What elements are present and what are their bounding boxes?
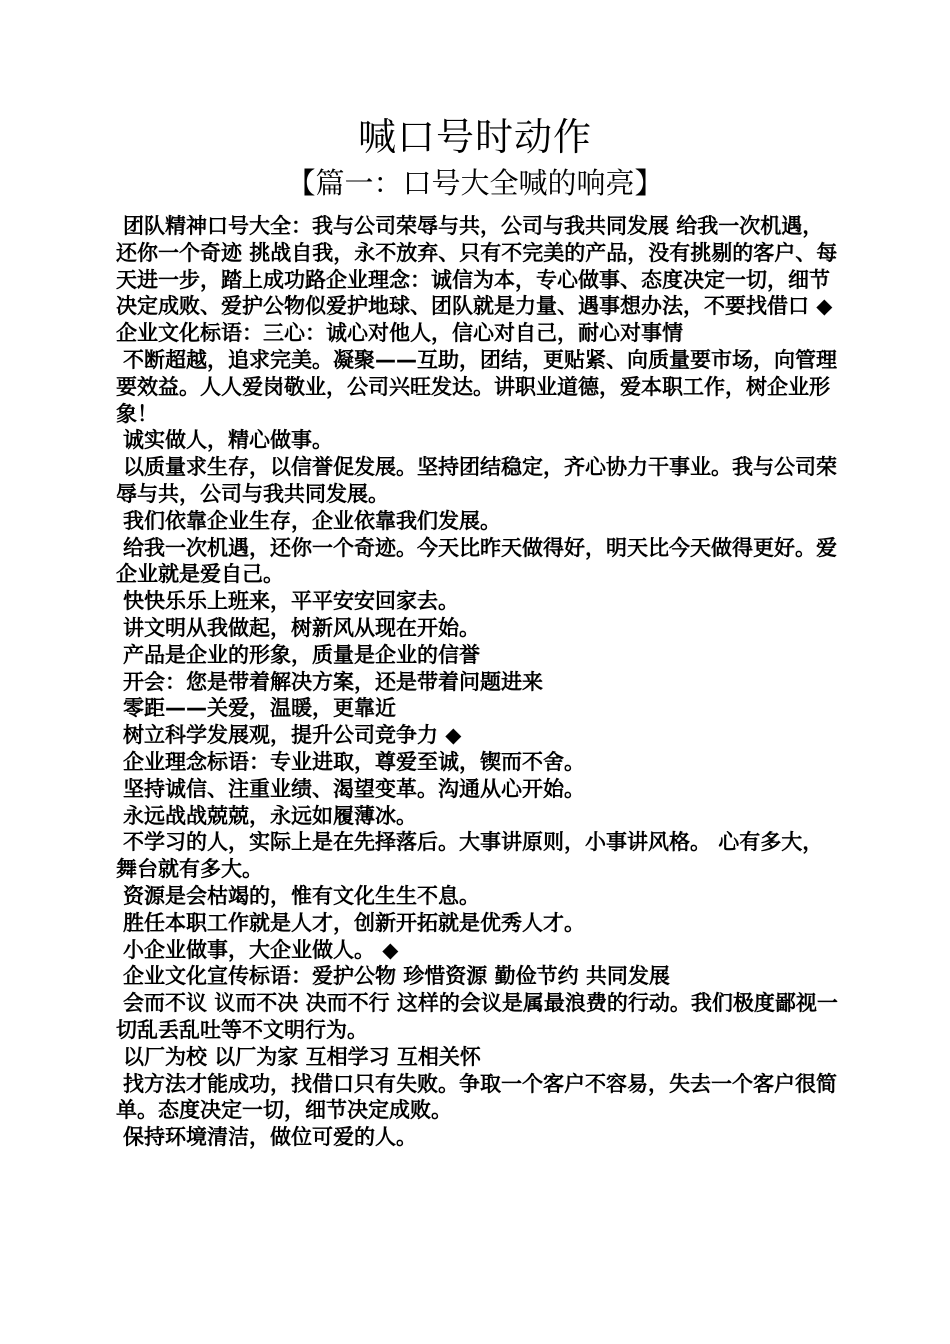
paragraph: 树立科学发展观，提升公司竞争力 ◆ xyxy=(123,723,462,748)
paragraph: 以质量求生存，以信誉促发展。坚持团结稳定，齐心协力干事业。我与公司荣辱与共，公司与我共同发展。 xyxy=(116,455,837,506)
document-body xyxy=(116,213,838,1151)
paragraph: 给我一次机遇，还你一个奇迹。今天比昨天做得好，明天比今天做得更好。爱企业就是爱自己。 xyxy=(116,535,837,587)
paragraph: 企业文化宣传标语：爱护公物 珍惜资源 勤俭节约 共同发展 xyxy=(123,964,670,989)
paragraph: 不学习的人，实际上是在先择落后。大事讲原则，小事讲风格。 心有多大，舞台就有多大。 xyxy=(116,830,824,882)
paragraph: 永远战战兢兢，永远如履薄冰。 xyxy=(123,803,417,828)
paragraph: 会而不议 议而不决 决而不行 这样的会议是属最浪费的行动。我们极度鄙视一切乱丢乱吐等不文明行为。 xyxy=(116,991,838,1042)
paragraph: 小企业做事，大企业做人。 ◆ xyxy=(123,937,399,962)
paragraph: 以厂为校 以厂为家 互相学习 互相关怀 xyxy=(123,1044,481,1069)
paragraph: 快快乐乐上班来，平平安安回家去。 xyxy=(123,589,459,614)
paragraph: 不断超越，追求完美。凝聚——互助，团结，更贴紧、向质量要市场，向管理要效益。人人爱岗敬业，公司兴旺发达。讲职业道德，爱本职工作，树企业形象！ xyxy=(116,347,837,426)
paragraph: 我们依靠企业生存，企业依靠我们发展。 xyxy=(123,508,501,533)
paragraph: 产品是企业的形象，质量是企业的信誉 xyxy=(123,642,480,667)
document-subtitle: 【篇一：口号大全喊的响亮】 xyxy=(286,166,664,200)
paragraph: 找方法才能成功，找借口只有失败。争取一个客户不容易，失去一个客户很简单。态度决定一切，细节决定成败。 xyxy=(116,1071,837,1123)
paragraph: 资源是会枯竭的，惟有文化生生不息。 xyxy=(123,883,480,908)
paragraph: 坚持诚信、注重业绩、渴望变革。沟通从心开始。 xyxy=(123,776,585,801)
paragraph: 开会：您是带着解决方案，还是带着问题进来 xyxy=(123,669,543,694)
paragraph: 零距——关爱，温暖，更靠近 xyxy=(123,696,396,721)
paragraph: 诚实做人，精心做事。 xyxy=(123,428,333,453)
paragraph: 讲文明从我做起，树新风从现在开始。 xyxy=(123,615,480,640)
paragraph: 企业理念标语：专业进取，尊爱至诚，锲而不舍。 xyxy=(123,749,585,774)
paragraph: 团队精神口号大全：我与公司荣辱与共，公司与我共同发展 给我一次机遇，还你一个奇迹 挑战自我，永不放弃、只有不完美的产品，没有挑剔的客户、每天进一步，踏上成功路企业理念：诚信为本，专心做事、态度决定一切，细节决定成败、爱护公物似爱护地球、团队就是力量、遇事想办法，不要找借口 ◆ 企业文化标语：三心：诚心对他人，信心对自己，耐心对事情 xyxy=(116,214,838,346)
paragraph: 保持环境清洁，做位可爱的人。 xyxy=(123,1125,417,1150)
document-title: 喊口号时动作 xyxy=(357,115,592,159)
paragraph: 胜任本职工作就是人才，创新开拓就是优秀人才。 xyxy=(123,910,585,935)
